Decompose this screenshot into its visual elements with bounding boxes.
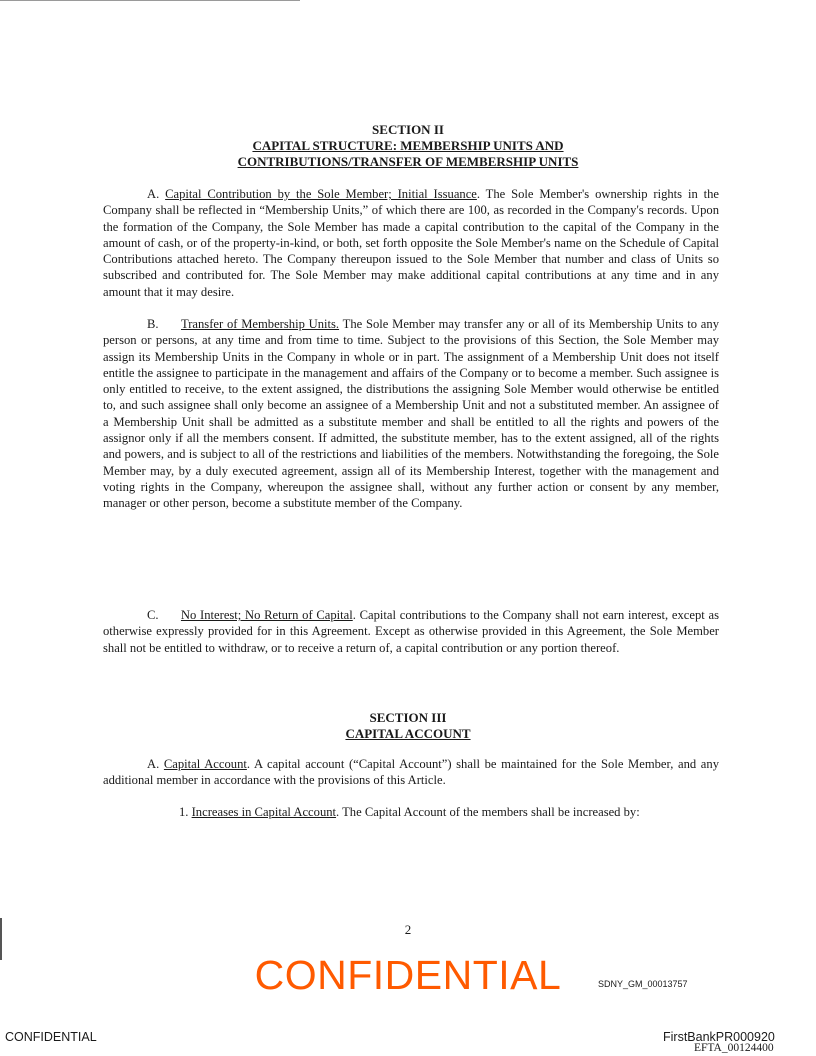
s3-para-a-text: . A capital account (“Capital Account”) shall be maintained for the Sole Member, and any additional member in accordance with the provisions of this Article. — [103, 757, 719, 788]
section-iii-item-1 — [147, 804, 719, 820]
section-iii-subtitle: CAPITAL ACCOUNT — [345, 726, 471, 741]
s3-para-a-heading: Capital Account — [163, 757, 247, 771]
confidential-label-left: CONFIDENTIAL — [5, 1030, 97, 1044]
section-ii-subtitle-line2: CONTRIBUTIONS/TRANSFER OF MEMBERSHIP UNITS — [237, 154, 579, 169]
bates-number-sdny: SDNY_GM_00013757 — [598, 979, 688, 989]
para-b-text: The Sole Member may transfer any or all of its Membership Units to any person or persons, at any time and from time to time. Subject to the provisions of this Section, the Sole Member may assign its Membership Units in the Company in whole or in part. The assignment of a Membership Unit does not itself entitle the assignee to participate in the management and affairs of the Company or to become a member. Such assignee is only entitled to receive, to the extent assigned, the distributions the assigning Sole Member would otherwise be entitled to, and such assignee shall only become an assignee of a Membership Unit and not a substituted member. An assignee of a Membership Unit shall be admitted as a substitute member and shall be entitled to all the rights and powers of the assignor only if all the members consent. If admitted, the substitute member, has to the extent assigned, all of the rights and powers, and is subject to all of the restrictions and liabilities of the members. Notwithstanding the foregoing, the Sole Member may, by a duly executed agreement, assign all of its Membership Interest, together with the management and voting rights in the Company, whereupon the assignee shall, without any further action or consent by any member, manager or other person, become a substitute member of the Company. — [103, 317, 719, 511]
section-ii-paragraph-b — [103, 316, 719, 512]
scan-edge-line — [0, 0, 300, 1]
item-1-heading: Increases in Capital Account — [191, 805, 337, 819]
bates-number-firstbank: FirstBankPR000920 — [663, 1030, 775, 1044]
section-iii-paragraph-a — [103, 756, 719, 789]
s3-para-a-label: A. — [147, 757, 160, 771]
section-iii-title: SECTION III — [369, 710, 447, 725]
para-c-text: . Capital contributions to the Company shall not earn interest, except as otherwise expressly provided for in this Agreement. Except as otherwise provided in this Agreement, the Sole Member shall not be entitled to withdraw, or to receive a return of, a capital contribution or any portion thereof. — [103, 608, 719, 655]
para-a-heading: Capital Contribution by the Sole Member; Initial Issuance — [165, 187, 477, 201]
bates-number-efta: EFTA_00124400 — [694, 1042, 774, 1054]
item-1-text: . The Capital Account of the members shall be increased by: — [336, 805, 640, 819]
para-c-label: C. — [147, 608, 159, 622]
para-a-label: A. — [147, 187, 160, 201]
section-ii-paragraph-a — [103, 186, 719, 300]
para-a-text: . The Sole Member's ownership rights in the Company shall be reflected in “Membership Units,” of which there are 100, as recorded in the Company's records. Upon the formation of the Company, the Sole Member has made a capital contribution to the capital of the Company in the amount of cash, or of the property-in-kind, or both, set forth opposite the Sole Member's name on the Schedule of Capital Contributions attached hereto. The Company thereupon issued to the Sole Member that number and class of Units so subscribed and contributed for. The Sole Member may make additional capital contributions at any time and in any amount that it may desire. — [103, 187, 719, 299]
section-ii-heading — [100, 122, 716, 170]
para-b-label: B. — [147, 317, 159, 331]
para-b-heading: Transfer of Membership Units. — [180, 317, 340, 331]
para-c-heading: No Interest; No Return of Capital — [180, 608, 353, 622]
section-ii-title: SECTION II — [372, 122, 444, 137]
section-iii-heading — [100, 710, 716, 742]
page-number: 2 — [404, 922, 412, 937]
section-ii-paragraph-c — [103, 607, 719, 656]
confidential-stamp: CONFIDENTIAL — [254, 952, 562, 998]
section-ii-subtitle-line1: CAPITAL STRUCTURE: MEMBERSHIP UNITS AND — [252, 138, 564, 153]
item-1-label: 1. — [179, 805, 189, 819]
